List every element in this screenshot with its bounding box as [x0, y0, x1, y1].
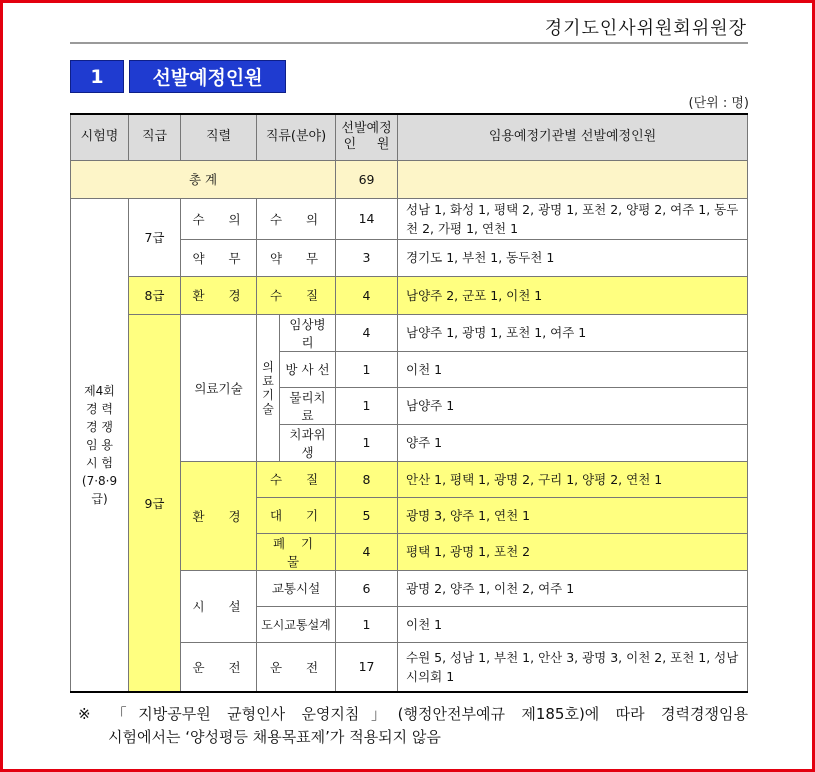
table-row: [71, 198, 748, 239]
count-dental: 1: [336, 424, 398, 461]
total-count: 69: [336, 160, 398, 198]
count-waste: 4: [336, 533, 398, 570]
count-urban-traffic: 1: [336, 606, 398, 642]
dist-waste: 평택 1, 광명 1, 포천 2: [398, 533, 748, 570]
table-header-row: [71, 114, 748, 160]
exam-name-line1: 제4회: [84, 383, 115, 398]
exam-name: [71, 198, 129, 692]
count-vet: 14: [336, 198, 398, 239]
header-planned-line2: 인 원: [343, 137, 390, 153]
dist-vet: 성남 1, 화성 1, 평택 2, 광명 1, 포천 2, 양평 2, 여주 1, 동두천 2, 가평 1, 연천 1: [398, 198, 748, 239]
category-water-8: 수 질: [257, 276, 336, 314]
category-physio: 물리치료: [280, 387, 336, 424]
series-vet: 수 의: [181, 198, 257, 239]
count-air: 5: [336, 497, 398, 533]
grade-7: 7급: [129, 198, 181, 276]
category-water-9: 수 질: [257, 461, 336, 497]
exam-name-line6: (7·8·9급): [81, 473, 118, 506]
dist-driving: 수원 5, 성남 1, 부천 1, 안산 3, 광명 3, 이천 2, 포천 1, 성남시의회 1: [398, 642, 748, 692]
series-facility: 시 설: [181, 570, 257, 642]
count-physio: 1: [336, 387, 398, 424]
dist-traffic: 광명 2, 양주 1, 이천 2, 여주 1: [398, 570, 748, 606]
note-mark: ※: [78, 705, 91, 723]
dist-air: 광명 3, 양주 1, 연천 1: [398, 497, 748, 533]
header-planned: [336, 114, 398, 160]
category-clinical: 임상병리: [280, 314, 336, 351]
section-number: 1: [70, 60, 124, 93]
dist-water-9: 안산 1, 평택 1, 광명 2, 구리 1, 양평 2, 연천 1: [398, 461, 748, 497]
medical-sub-1: 의: [262, 359, 274, 374]
category-dental: 치과위생: [280, 424, 336, 461]
category-air: 대 기: [257, 497, 336, 533]
header-exam: 시험명: [71, 114, 129, 160]
exam-name-line3: 경 쟁: [86, 419, 113, 434]
exam-name-line4: 임 용: [86, 437, 113, 452]
count-traffic: 6: [336, 570, 398, 606]
count-driving: 17: [336, 642, 398, 692]
series-driving: 운 전: [181, 642, 257, 692]
medical-sub-2: 료: [262, 373, 274, 388]
dist-dental: 양주 1: [398, 424, 748, 461]
category-urban-traffic: 도시교통설계: [257, 606, 336, 642]
count-pharm: 3: [336, 239, 398, 276]
total-distribution: [398, 160, 748, 198]
total-label: 총 계: [71, 160, 336, 198]
header-grade: 직급: [129, 114, 181, 160]
series-env-9: 환 경: [181, 461, 257, 570]
header-planned-line1: 선발예정: [341, 121, 392, 137]
header-series: 직렬: [181, 114, 257, 160]
footnote: [78, 703, 748, 749]
section-title: 선발예정인원: [129, 60, 286, 93]
series-pharm: 약 무: [181, 239, 257, 276]
dist-physio: 남양주 1: [398, 387, 748, 424]
grade-8: 8급: [129, 276, 181, 314]
header-distribution: 임용예정기관별 선발예정인원: [398, 114, 748, 160]
table-row: [71, 276, 748, 314]
note-line1: 「지방공무원 균형인사 운영지침」(행정안전부예규 제185호)에 따라 경력경쟁임용: [100, 705, 748, 723]
category-driving: 운 전: [257, 642, 336, 692]
medical-sub-3: 기: [262, 387, 274, 402]
dist-clinical: 남양주 1, 광명 1, 포천 1, 여주 1: [398, 314, 748, 351]
exam-name-line2: 경 력: [86, 401, 113, 416]
medical-subgroup: [257, 314, 280, 461]
unit-label: (단위 : 명): [688, 96, 749, 111]
recruitment-table: [70, 113, 748, 693]
dist-water-8: 남양주 2, 군포 1, 이천 1: [398, 276, 748, 314]
category-vet: 수 의: [257, 198, 336, 239]
table-row: [71, 314, 748, 351]
series-medical: 의료기술: [181, 314, 257, 461]
issuer-title: 경기도인사위원회위원장: [544, 18, 747, 39]
category-waste: 폐 기 물: [257, 533, 336, 570]
category-traffic: 교통시설: [257, 570, 336, 606]
exam-name-line5: 시 험: [86, 455, 113, 470]
grade-9: 9급: [129, 314, 181, 692]
total-row: [71, 160, 748, 198]
dist-radiology: 이천 1: [398, 351, 748, 387]
header-divider: [70, 42, 748, 44]
header-category: 직류(분야): [257, 114, 336, 160]
count-water-8: 4: [336, 276, 398, 314]
series-env-8: 환 경: [181, 276, 257, 314]
medical-sub-4: 술: [262, 401, 274, 416]
category-radiology: 방 사 선: [280, 351, 336, 387]
dist-pharm: 경기도 1, 부천 1, 동두천 1: [398, 239, 748, 276]
count-radiology: 1: [336, 351, 398, 387]
count-clinical: 4: [336, 314, 398, 351]
count-water-9: 8: [336, 461, 398, 497]
note-line2: 시험에서는 ‘양성평등 채용목표제’가 적용되지 않음: [108, 728, 441, 746]
category-pharm: 약 무: [257, 239, 336, 276]
dist-urban-traffic: 이천 1: [398, 606, 748, 642]
